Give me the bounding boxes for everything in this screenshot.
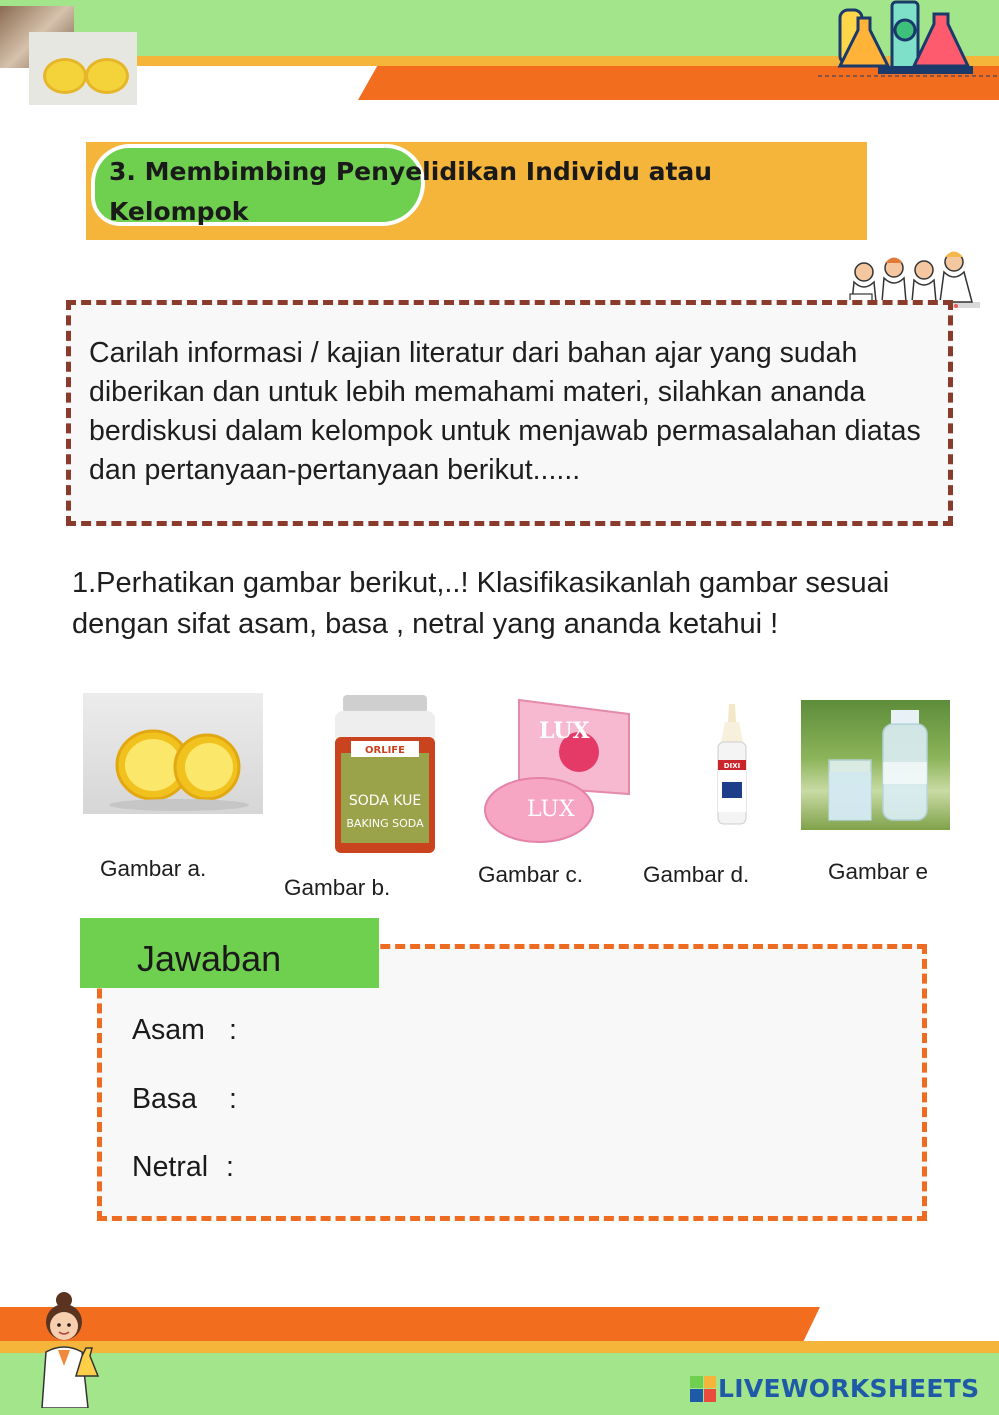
baking-soda-jar-image — [331, 693, 439, 855]
jar-brand: ORLIFE — [365, 745, 405, 756]
caption-e: Gambar e — [828, 859, 929, 884]
lux-soap-image — [479, 694, 637, 848]
jar-label-line2: BAKING SODA — [346, 817, 424, 830]
bottle-brand: DIXI — [723, 762, 741, 770]
liveworksheets-brand: LIVEWORKSHEETS — [718, 1374, 980, 1403]
caption-b: Gambar b. — [284, 875, 391, 900]
basa-answer-field[interactable] — [250, 1081, 890, 1121]
caption-c: Gambar c. — [478, 862, 584, 887]
vinegar-bottle-image — [710, 702, 754, 828]
instruction-text: Carilah informasi / kajian literatur dari bahan ajar yang sudah diberikan dan untuk lebih memahami materi, silahkan ananda berdiskusi dalam kelompok untuk menjawab permasalahan diatas dan pertanyaan-pertanyaan berikut...... — [89, 337, 921, 486]
liveworksheets-logo[interactable] — [690, 1374, 979, 1403]
header-photo-lemon — [29, 32, 137, 105]
soap-box-brand: LUX — [539, 718, 590, 744]
answer-colon-netral: : — [226, 1151, 234, 1183]
caption-a: Gambar a. — [100, 856, 207, 881]
lemon-image — [83, 693, 263, 814]
answer-colon-asam: : — [229, 1014, 237, 1046]
asam-answer-field[interactable] — [250, 1012, 890, 1052]
scientist-girl-icon — [30, 1290, 104, 1408]
footer-orange-band — [0, 1307, 820, 1341]
answer-label-basa: Basa — [132, 1083, 197, 1115]
netral-answer-field[interactable] — [250, 1149, 890, 1189]
jar-label-line1: SODA KUE — [348, 793, 422, 809]
question-text: 1.Perhatikan gambar berikut,..! Klasifikasikanlah gambar sesuai dengan sifat asam, basa , netral yang ananda ketahui ! — [72, 567, 890, 640]
footer-yellow-band — [0, 1341, 999, 1353]
soap-bar-brand: LUX — [527, 797, 575, 822]
answer-label-netral: Netral — [132, 1151, 209, 1183]
answer-title: Jawaban — [137, 938, 282, 979]
water-bottle-glass-image — [801, 700, 950, 830]
answer-colon-basa: : — [229, 1083, 237, 1115]
liveworksheets-icon — [690, 1376, 716, 1402]
section-title: 3. Membimbing Penyelidikan Individu atau Kelompok — [109, 157, 713, 226]
answer-label-asam: Asam — [132, 1014, 205, 1046]
caption-d: Gambar d. — [643, 862, 750, 887]
lab-flasks-icon — [818, 0, 999, 78]
